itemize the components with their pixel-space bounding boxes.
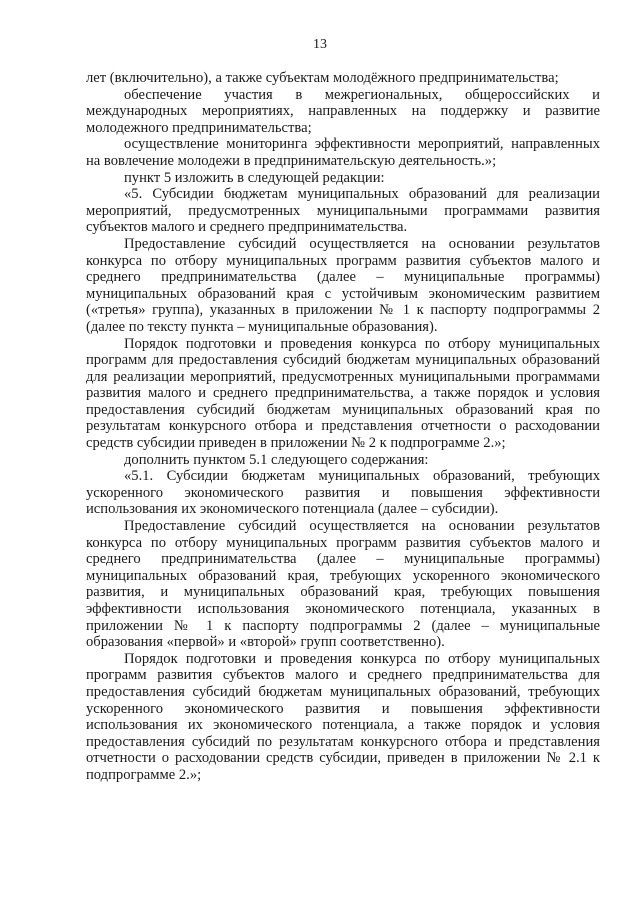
paragraph: осуществление мониторинга эффективности мероприятий, направленных на вовлечение молодежи в предпринимательскую деятельность.»; bbox=[86, 136, 600, 169]
paragraph: пункт 5 изложить в следующей редакции: bbox=[124, 169, 385, 186]
paragraph: лет (включительно), а также субъектам молодёжного предпринимательства; bbox=[86, 70, 559, 86]
paragraph: Предоставление субсидий осуществляется на основании результатов конкурса по отбору муниципальных программ развития субъектов малого и среднего предпринимательства (далее – муниципальные программы) муниципальных образований края, требующих ускоренного экономического развития, и муниципальных образований края, требующих повышения эффективности использования экономического потенциала, указанных в приложении № 1 к паспорту подпрограммы 2 (далее – муниципальные образования «первой» и «второй» групп соответственно). bbox=[86, 518, 600, 651]
paragraph: Предоставление субсидий осуществляется на основании результатов конкурса по отбору муниципальных программ развития субъектов малого и среднего предпринимательства (далее – муниципальные программы) муниципальных образований края с устойчивым экономическим развитием («третья» группа), указанных в приложении № 1 к паспорту подпрограммы 2 (далее по тексту пункта – муниципальные образования). bbox=[86, 235, 600, 335]
paragraph: Порядок подготовки и проведения конкурса по отбору муниципальных программ для предоставления субсидий бюджетам муниципальных образований для реализации мероприятий, предусмотренных муниципальными программами развития малого и среднего предпринимательства, а также порядок и условия предоставления субсидий бюджетам муниципальных образований края по результатам конкурсного отбора и представления отчетности о расходовании средств субсидии приведен в приложении № 2 к подпрограмме 2.»; bbox=[86, 335, 600, 452]
paragraph: дополнить пунктом 5.1 следующего содержания: bbox=[124, 451, 429, 468]
document-body bbox=[86, 70, 600, 784]
paragraph: «5.1. Субсидии бюджетам муниципальных образований, требующих ускоренного экономического развития и повышения эффективности использования их экономического потенциала (далее – субсидии). bbox=[86, 468, 600, 518]
page-number: 13 bbox=[313, 37, 327, 52]
paragraph: обеспечение участия в межрегиональных, общероссийских и международных мероприятиях, направленных на поддержку и развитие молодежного предпринимательства; bbox=[86, 86, 600, 136]
paragraph: Порядок подготовки и проведения конкурса по отбору муниципальных программ развития субъектов малого и среднего предпринимательства для предоставления субсидий бюджетам муниципальных образований, требующих ускоренного экономического развития и повышения эффективности использования их экономического потенциала, а также порядок и условия предоставления субсидий по результатам конкурсного отбора и представления отчетности о расходовании средств субсидии, приведен в приложении № 2.1 к подпрограмме 2.»; bbox=[86, 650, 600, 783]
paragraph: «5. Субсидии бюджетам муниципальных образований для реализации мероприятий, предусмотренных муниципальными программами развития субъектов малого и среднего предпринимательства. bbox=[86, 186, 600, 236]
